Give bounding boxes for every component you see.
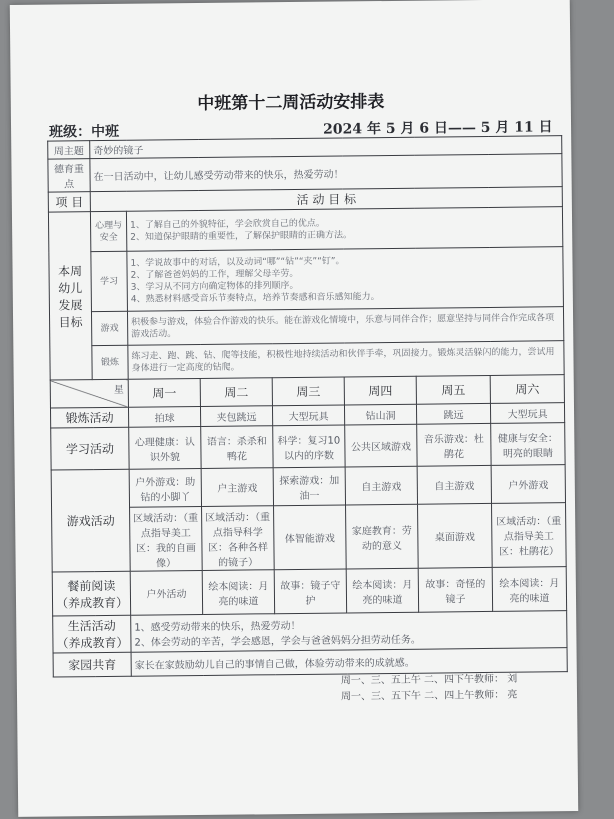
diagonal-header-label: 星 <box>113 384 124 396</box>
schedule-cell: 家庭教育：劳动的意义 <box>346 504 419 569</box>
goal-row <box>48 207 562 252</box>
schedule-cell: 户外活动 <box>130 570 202 615</box>
schedule-cell: 户主游戏 <box>201 468 273 507</box>
day-header: 周五 <box>416 375 490 404</box>
schedule-cell: 大型玩具 <box>272 405 344 426</box>
learning-label: 学习活动 <box>51 427 129 470</box>
goal-area: 心理与安全 <box>90 211 126 251</box>
schedule-cell: 户外游戏 <box>491 465 565 504</box>
page-title: 中班第十二周活动安排表 <box>197 92 385 114</box>
diagonal-header <box>50 379 128 408</box>
goal-text: 积极参与游戏，体验合作游戏的快乐。能在游戏化情境中，乐意与同伴合作；愿意坚持与同伴合作完成各项游戏活动。 <box>127 307 563 346</box>
learning-row <box>51 423 565 470</box>
schedule-cell: 绘本阅读：月亮的味道 <box>202 570 274 615</box>
home-label: 家园共育 <box>53 652 131 677</box>
schedule-cell: 故事：镜子守护 <box>274 569 346 614</box>
goal-row <box>49 307 563 346</box>
schedule-cell: 自主游戏 <box>345 466 417 505</box>
schedule-cell: 探索游戏：加油一 <box>273 467 345 506</box>
weekly-goals-label: 本周幼儿发展目标 <box>48 212 92 380</box>
goal-row <box>49 247 564 312</box>
home-text: 家长在家鼓励幼儿自己的事情自己做，体验劳动带来的成就感。 <box>131 648 567 677</box>
focus-value: 在一日活动中，让幼儿感受劳动带来的快乐，热爱劳动！ <box>90 154 562 192</box>
schedule-table <box>47 135 568 677</box>
schedule-cell: 科学：复习10以内的序数 <box>273 425 345 468</box>
goal-area: 学习 <box>91 251 128 311</box>
goal-area: 游戏 <box>91 311 127 345</box>
theme-label: 周主题 <box>48 141 90 159</box>
goal-text: 1、了解自己的外貌特征，学会欣赏自己的优点。 2、知道保护眼睛的重要性，了解保护眼睛的正确方法。 <box>126 207 562 252</box>
goals-header: 活 动 目 标 <box>90 187 562 212</box>
reading-label: 餐前阅读（养成教育） <box>52 571 130 616</box>
schedule-cell: 绘本阅读：月亮的味道 <box>492 567 566 612</box>
teacher-signature-line: 周一、三、五上午 二、四下午教师： 刘 <box>340 673 518 687</box>
schedule-cell: 绘本阅读：月亮的味道 <box>346 568 418 613</box>
life-text: 1、感受劳动带来的快乐，热爱劳动！ 2、体会劳动的辛苦，学会感恩，学会与爸爸妈妈分担劳动任务。 <box>131 611 567 653</box>
class-label: 班级：中班 <box>49 123 120 141</box>
day-header: 周一 <box>128 378 200 407</box>
schedule-cell: 跳远 <box>416 403 490 424</box>
schedule-cell: 健康与安全：明亮的眼睛 <box>491 423 565 466</box>
schedule-cell: 户外游戏：助钻的小脚丫 <box>129 468 201 507</box>
goal-text: 练习走、跑、跳、钻、爬等技能，积极性地持续活动和伙伴手牵，巩固接力。锻炼灵活躲闪的能力，尝试用身体进行一定高度的钻爬。 <box>128 341 564 380</box>
reading-row <box>52 567 566 616</box>
project-label: 项 目 <box>48 192 90 212</box>
schedule-cell: 公共区域游戏 <box>345 424 417 467</box>
schedule-cell: 区域活动：（重点指导美工区：我的自画像） <box>130 506 203 571</box>
schedule-cell: 区域活动：（重点指导科学区：各种各样的镜子） <box>202 506 275 571</box>
focus-row <box>48 154 562 192</box>
schedule-cell: 钻山洞 <box>344 404 416 425</box>
goal-area: 锻炼 <box>92 345 128 379</box>
goal-text: 1、学说故事中的对话，以及动词“哪”“钻”“夹”“钉”。 2、了解爸爸妈妈的工作，理解父母辛劳。 3、学习从不同方向确定物体的排列顺序。 4、熟悉材料感受音乐节奏特点，培养节奏感和音乐感知能力。 <box>127 247 564 312</box>
focus-label: 德育重点 <box>48 159 90 192</box>
games-row-top <box>51 465 565 508</box>
schedule-cell: 故事：奇怪的镜子 <box>418 567 492 612</box>
schedule-cell: 大型玩具 <box>490 403 564 424</box>
schedule-cell: 自主游戏 <box>417 465 491 504</box>
schedule-cell: 体智能游戏 <box>274 505 347 570</box>
theme-value: 奇妙的镜子 <box>90 136 562 159</box>
day-header: 周四 <box>344 376 416 405</box>
date-range: 2024 年 5 月 6 日—— 5 月 11 日 <box>323 119 553 138</box>
sports-label: 锻炼活动 <box>50 407 128 428</box>
schedule-cell: 心理健康：认识外貌 <box>129 426 201 469</box>
games-label: 游戏活动 <box>51 469 130 572</box>
goal-row <box>50 341 564 380</box>
teacher-signature-line: 周一、三、五下午 二、四上午教师： 亮 <box>340 689 518 703</box>
paper-sheet <box>10 0 578 817</box>
day-header: 周二 <box>200 378 272 407</box>
schedule-cell: 夹包跳远 <box>200 406 272 427</box>
day-header: 周六 <box>490 375 564 404</box>
schedule-cell: 语言：杀杀和鸭花 <box>201 426 273 469</box>
schedule-cell: 拍球 <box>128 406 200 427</box>
schedule-cell: 桌面游戏 <box>418 503 493 568</box>
schedule-cell: 区域活动：（重点指导美工区：杜鹃花） <box>492 503 567 568</box>
life-row <box>53 611 567 653</box>
life-label: 生活活动（养成教育） <box>53 615 131 653</box>
day-header: 周三 <box>272 377 344 406</box>
schedule-cell: 音乐游戏：杜鹃花 <box>417 423 491 466</box>
